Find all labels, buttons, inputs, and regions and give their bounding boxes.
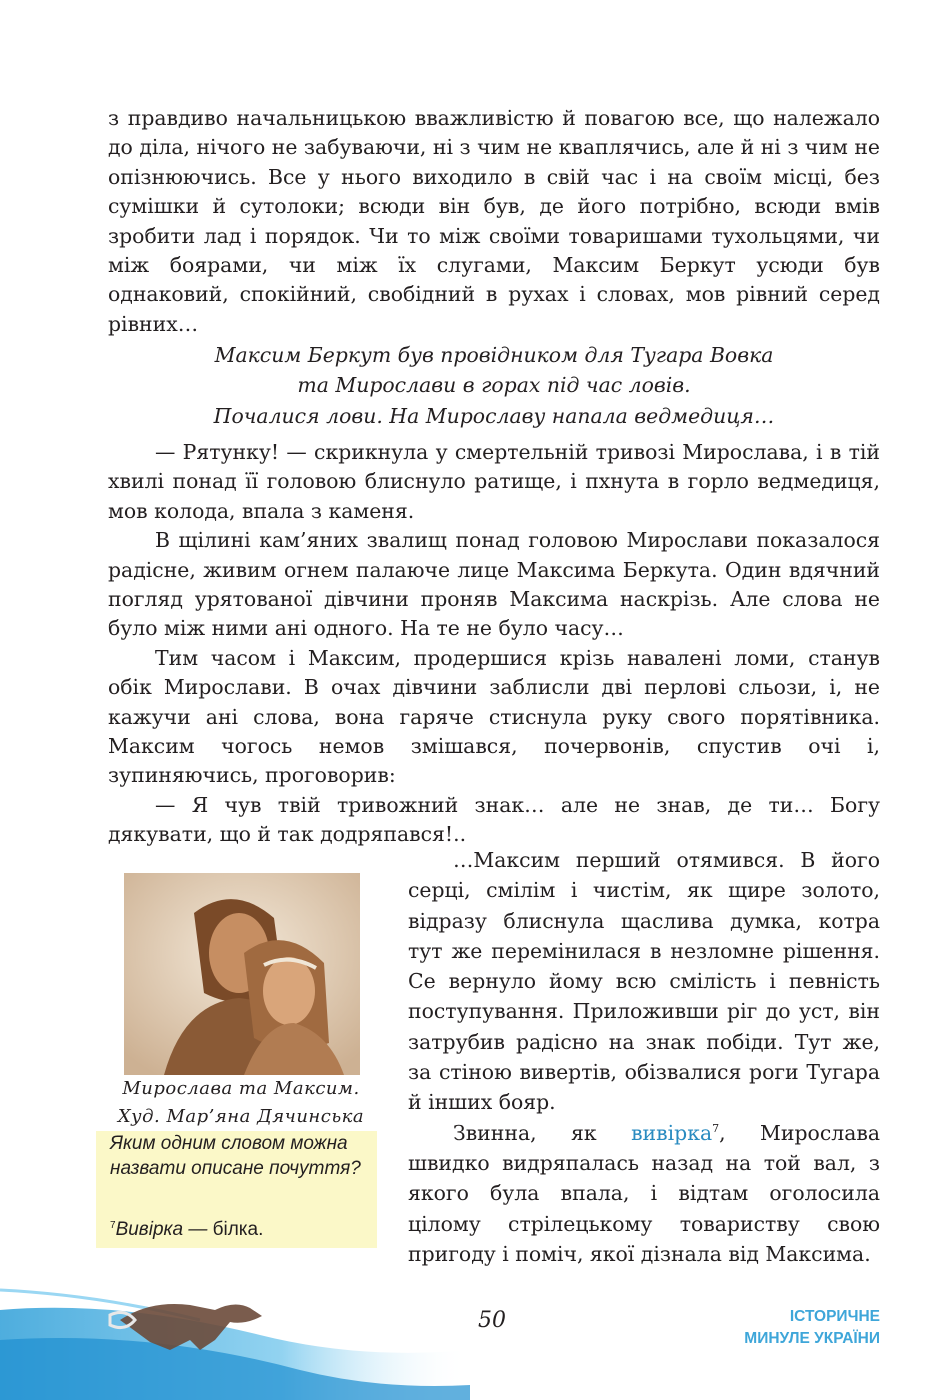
page-number: 50 — [478, 1308, 506, 1333]
footnote-number: 7 — [110, 1220, 116, 1231]
italic-note-line: та Мирослави в горах під час ловів. — [297, 372, 691, 397]
italic-note-guide — [108, 341, 880, 400]
glossary-link[interactable]: вивірка — [631, 1120, 713, 1145]
paragraph-text: Тим часом і Максим, продершися крізь навалені ломи, станув обік Мирослави. В очах дівчини заблисли дві перлові сльози, і, не кажучи ані слова, вона гаряче стиснула руку свого порятівника. Максим чогось немов змішався, почервонів, спустив очі і, зупиняючись, проговорив: — [108, 645, 880, 788]
right-column-text — [408, 845, 880, 1269]
footnote-ref: 7 — [712, 1121, 720, 1135]
paragraph-text: …Максим перший отямився. В його серці, смілім і чистім, як щире золото, відразу блиснула щаслива думка, котра тут же перемінилася в незломне рішення. Се вернуло йому всю смілість і певність поступування. Приложивши ріг до уст, він затрубив радісно на знак побіди. Тут же, за стіною вивертів, обізвалися роги Тугара й інших бояр. — [408, 848, 880, 1115]
illustration-image — [124, 873, 360, 1075]
text-fragment: Звинна, як — [453, 1120, 632, 1145]
paragraph-text: В щілині кам’яних звалищ понад головою Мирослави показалося радісне, живим огнем палаюче лице Максима Беркута. Один вдячний погляд урятованої дівчини проняв Максима наскрізь. Але слова не було між ними ані одного. На те не було часу… — [108, 528, 880, 641]
illustration-caption — [96, 1075, 386, 1131]
caption-line: Худ. Мар’яна Дячинська — [117, 1106, 365, 1127]
paragraph-text: з правдиво начальницькою вважливістю й повагою все, що належало до діла, нічого не забуваючи, ні з чим не кваплячись, але й ні з чим не опізнюючись. Все у нього виходило в свій час і на своїм місці, без сумішки й сутолоки; всюди він був, де його потрібно, всюди вмів зробити лад і порядок. Чи то між своїми товаришами тухольцями, чи між боярами, чи між їх слугами, Максим Беркут усюди був однаковий, спокійний, свобідний в рухах і словах, мов рівний серед рівних… — [108, 106, 880, 336]
paragraph-text: — Рятунку! — скрикнула у смертельній тривозі Мирослава, і в тій хвилі понад її головою блиснуло ратище, і пхнута в горло ведмедиця, мов колода, впала з каменя. — [108, 440, 880, 523]
top-paragraph — [108, 104, 880, 339]
footnote-term: Вивірка — — [115, 1219, 208, 1240]
section-title-line: ІСТОРИЧНЕ — [789, 1308, 880, 1325]
question-text: Яким одним словом можна назвати описане почуття? — [110, 1133, 361, 1179]
decorative-swoosh — [0, 1280, 470, 1400]
section-title — [744, 1306, 880, 1350]
italic-note-hunt: Почалися лови. На Мирославу напала ведмедиця… — [213, 404, 775, 428]
text-fragment: , Мирослава швидко видряпалась назад на той вал, з якого була впала, і відтам оголосила цілому стрілецькому товариству свою пригоду і поміч, якої дізнала від Максима. — [408, 1120, 880, 1266]
footnote-definition: білка. — [212, 1219, 264, 1240]
caption-line: Мирослава та Максим. — [122, 1078, 360, 1099]
paragraph-text: — Я чув твій тривожний знак… але не знав, де ти… Богу дякувати, що й так додряпався!.. — [108, 792, 880, 847]
paragraph-text — [408, 1118, 880, 1269]
footnote — [110, 1217, 263, 1242]
question-box — [96, 1131, 377, 1248]
section-title-line: МИНУЛЕ УКРАЇНИ — [744, 1330, 880, 1347]
main-text — [108, 438, 880, 850]
italic-note-line: Максим Беркут був провідником для Тугара Вовка — [214, 343, 774, 367]
